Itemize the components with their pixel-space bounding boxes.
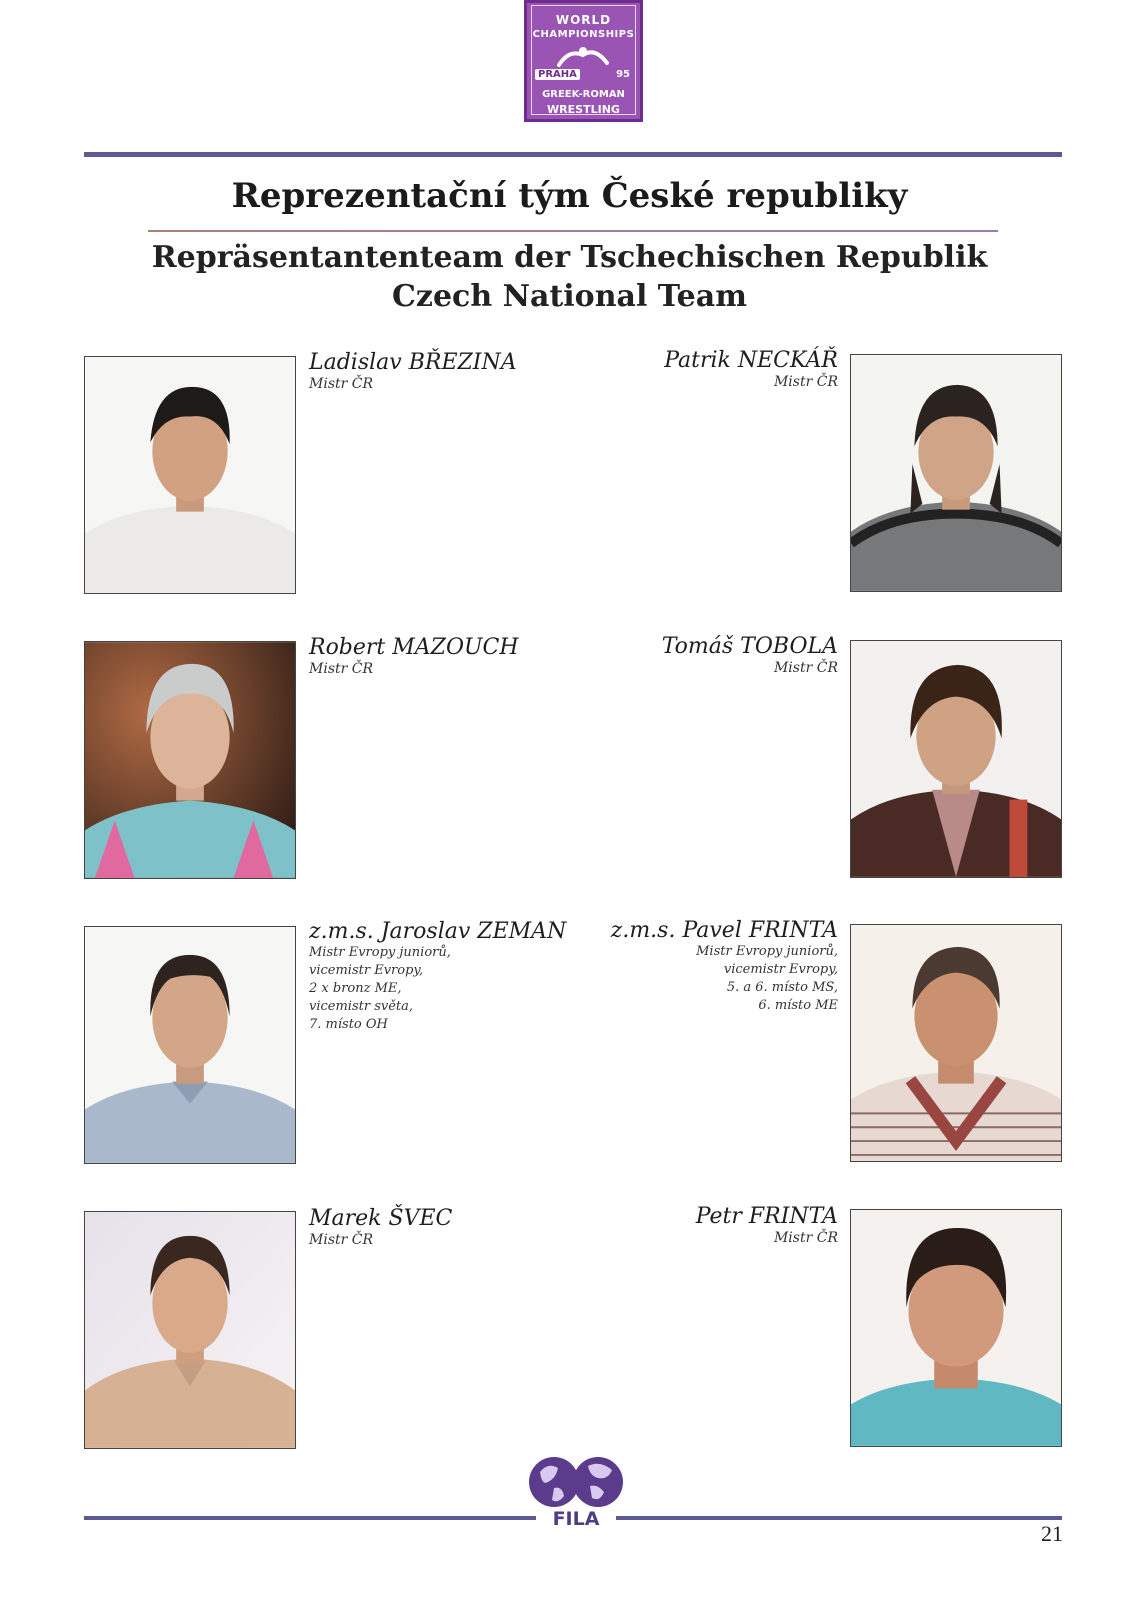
- athlete-photo-zeman: [84, 926, 296, 1164]
- athlete-title: Mistr ČR: [773, 374, 838, 390]
- page-title: Reprezentační tým České republiky: [231, 176, 908, 216]
- bottom-divider-right: [616, 1516, 1062, 1520]
- athlete-name: Ladislav BŘEZINA: [309, 350, 517, 375]
- athlete-photo-neckar: [850, 354, 1062, 592]
- athlete-name: Patrik NECKÁŘ: [664, 348, 838, 373]
- subtitle-english: Czech National Team: [392, 279, 747, 314]
- fila-label: FILA: [536, 1508, 616, 1530]
- athlete-photo-mazouch: [84, 641, 296, 879]
- athlete-caption-mazouch: [309, 635, 519, 678]
- athlete-caption-petr-frinta: [696, 1204, 838, 1247]
- logo-line-wrestling: WRESTLING: [547, 103, 620, 116]
- athlete-photo-tobola: [850, 640, 1062, 878]
- wrestler-figure-icon: [555, 43, 611, 69]
- athlete-caption-brezina: [309, 350, 517, 393]
- athlete-caption-pavel-frinta: [611, 918, 838, 1015]
- logo-year: 95: [616, 69, 630, 80]
- athlete-photo-petr-frinta: [850, 1209, 1062, 1447]
- athlete-name: Marek ŠVEC: [309, 1206, 453, 1231]
- athlete-name: Tomáš TOBOLA: [661, 634, 838, 659]
- logo-line-world: WORLD: [555, 13, 612, 27]
- athlete-title: Mistr Evropy juniorů,: [696, 944, 838, 959]
- athlete-name: Robert MAZOUCH: [309, 635, 519, 660]
- athlete-caption-svec: [309, 1206, 452, 1249]
- athlete-photo-svec: [84, 1211, 296, 1449]
- athlete-caption-tobola: [662, 634, 838, 677]
- top-divider: [84, 152, 1062, 157]
- athlete-photo-brezina: [84, 356, 296, 594]
- athlete-note: 2 x bronz ME,: [309, 981, 402, 996]
- athlete-note: vicemistr světa,: [309, 999, 414, 1014]
- athlete-title: Mistr Evropy juniorů,: [309, 945, 451, 960]
- logo-line-championships: CHAMPIONSHIPS: [532, 29, 635, 40]
- athlete-note: vicemistr Evropy,: [309, 963, 424, 978]
- athlete-title: Mistr ČR: [773, 1230, 838, 1246]
- athlete-note: 7. místo OH: [309, 1017, 388, 1032]
- athlete-title: Mistr ČR: [309, 661, 374, 677]
- athlete-note: vicemistr Evropy,: [723, 962, 838, 977]
- athlete-title: Mistr ČR: [309, 1232, 374, 1248]
- logo-city: PRAHA: [535, 69, 580, 80]
- title-underline: [148, 230, 998, 232]
- athlete-note: 6. místo ME: [758, 998, 838, 1013]
- athlete-note: 5. a 6. místo MS,: [726, 980, 838, 995]
- athlete-title: Mistr ČR: [773, 660, 838, 676]
- logo-line-greek-roman: GREEK-ROMAN: [542, 89, 625, 100]
- athlete-title: Mistr ČR: [309, 376, 374, 392]
- subtitle-german: Repräsentantenteam der Tschechischen Republik: [151, 240, 988, 275]
- athlete-name: z.m.s. Jaroslav ZEMAN: [309, 919, 567, 944]
- bottom-divider-left: [84, 1516, 536, 1520]
- championship-logo: [524, 0, 643, 122]
- athlete-name: z.m.s. Pavel FRINTA: [610, 918, 838, 943]
- athlete-photo-pavel-frinta: [850, 924, 1062, 1162]
- page-number: 21: [1041, 1521, 1063, 1546]
- athlete-caption-neckar: [664, 348, 838, 391]
- athlete-caption-zeman: [309, 919, 566, 1034]
- athlete-name: Petr FRINTA: [695, 1204, 838, 1229]
